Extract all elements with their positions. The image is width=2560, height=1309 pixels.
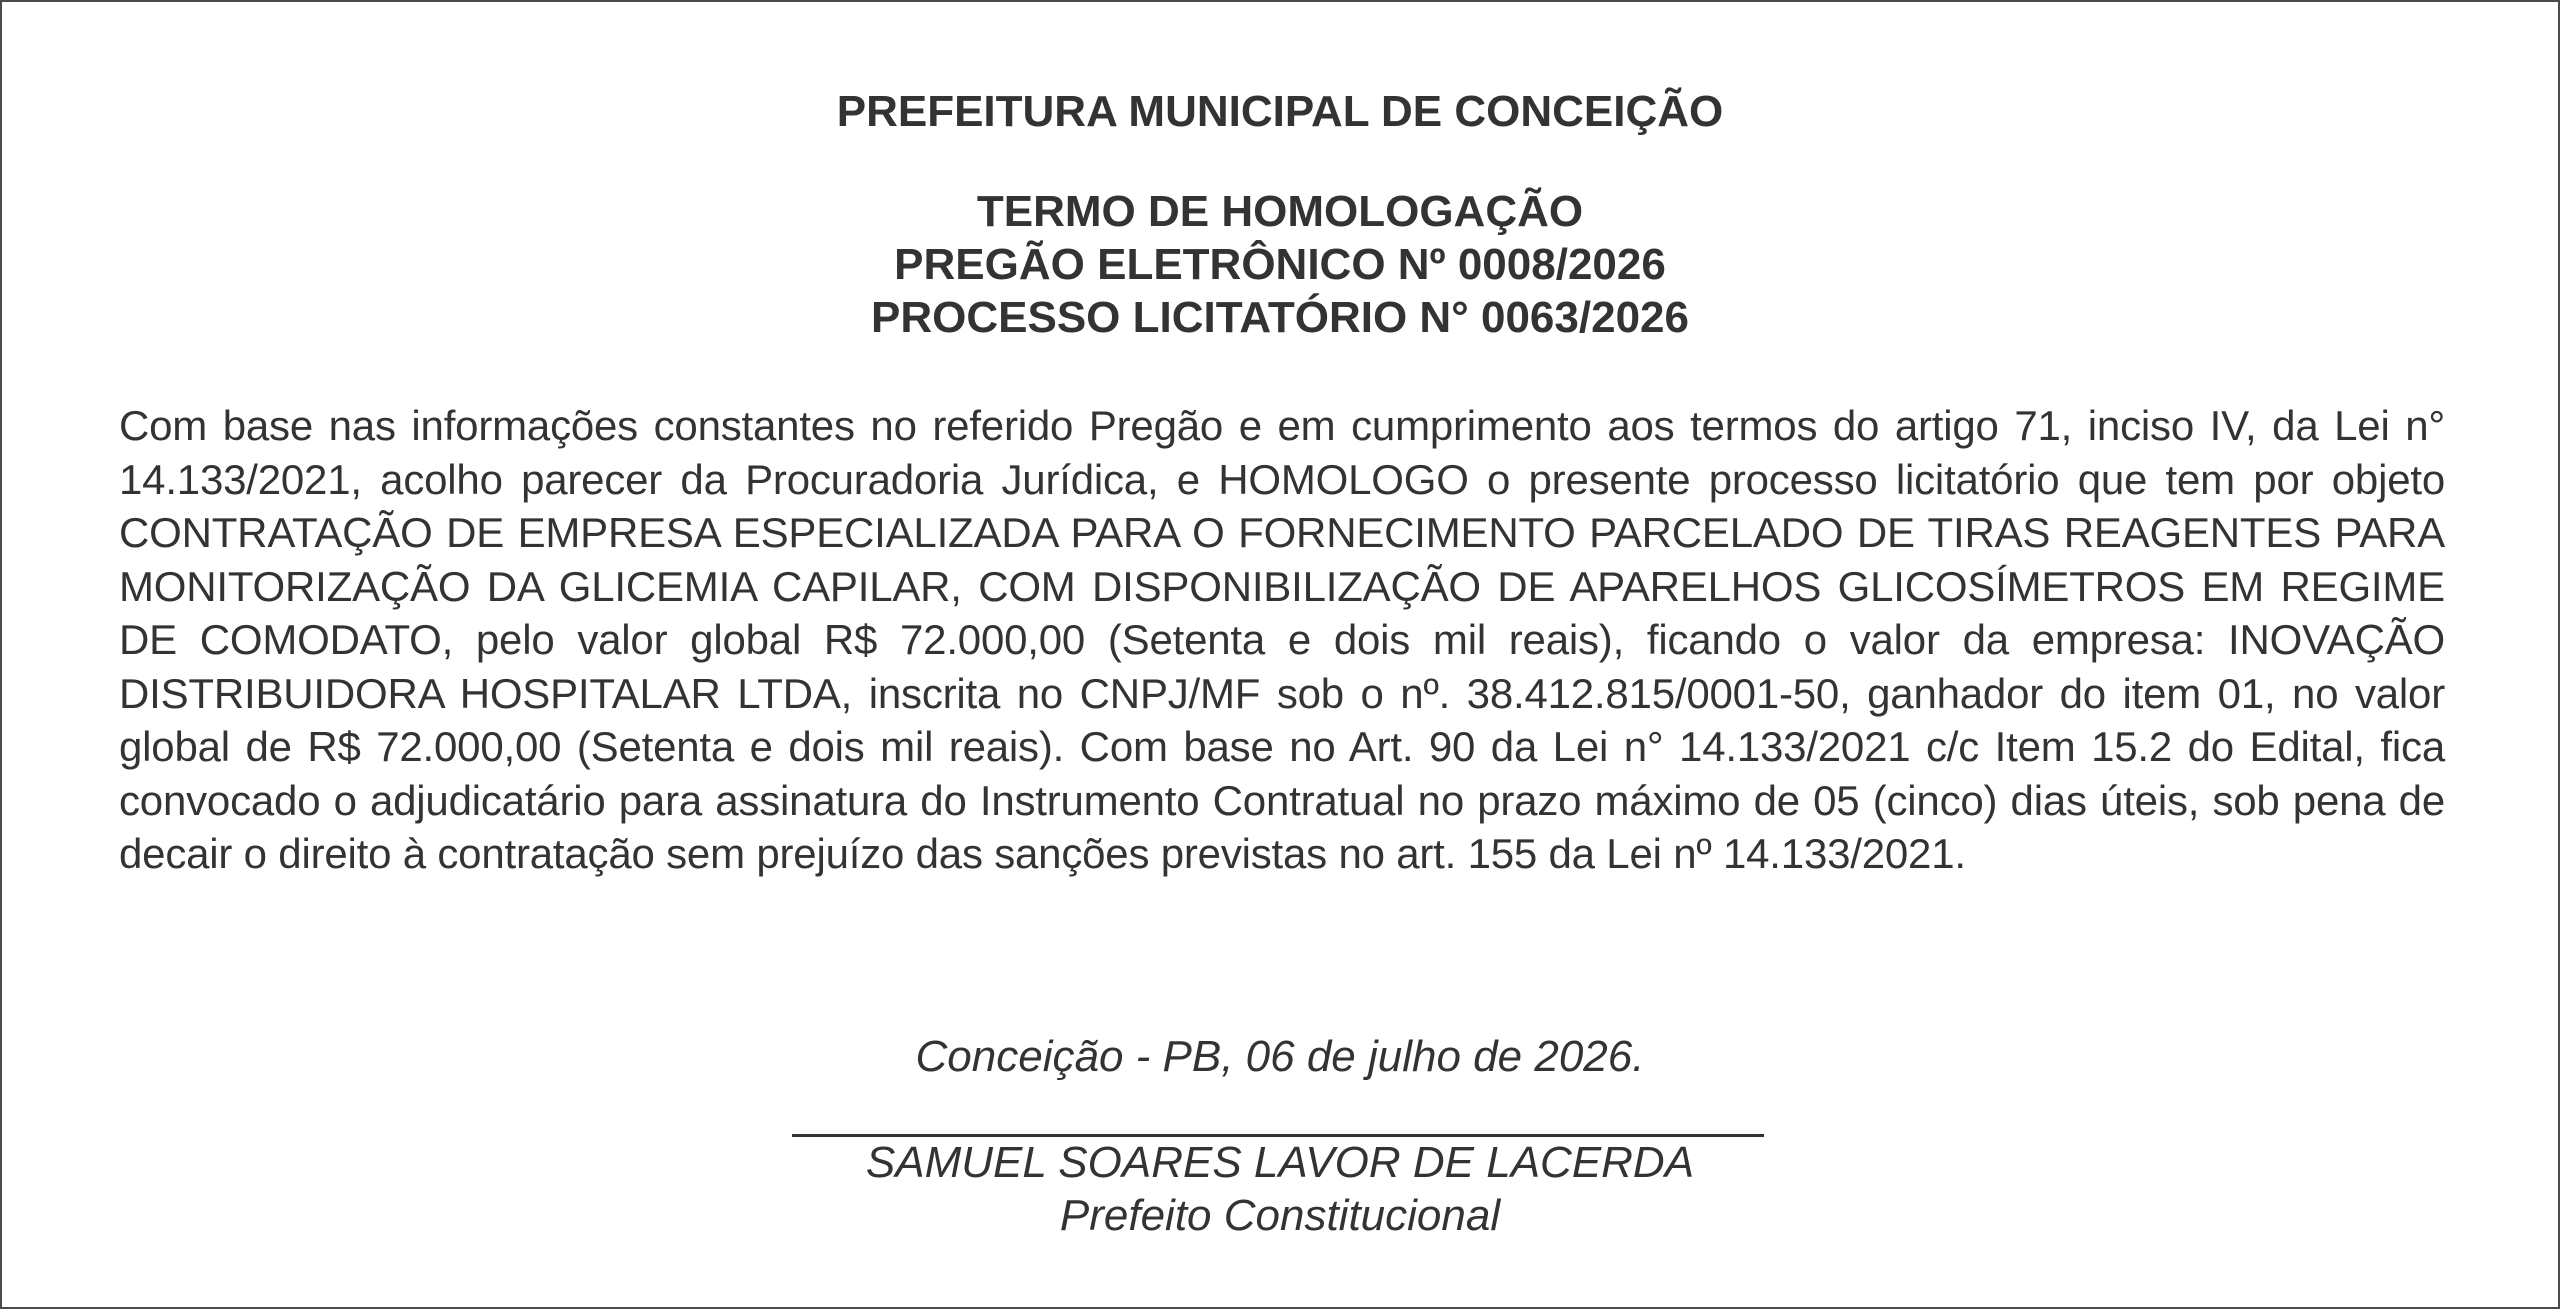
signer-role: Prefeito Constitucional [1059,1191,1501,1240]
processo-number: PROCESSO LICITATÓRIO N° 0063/2026 [871,293,1689,342]
document-titles [2,185,2558,344]
signer-block [2,1136,2558,1242]
signer-name: SAMUEL SOARES LAVOR DE LACERDA [865,1138,1695,1187]
body-paragraph: Com base nas informações constantes no referido Pregão e em cumprimento aos termos do artigo 71, inciso IV, da Lei n° 14.133/2021, acolho parecer da Procuradoria Jurídica, e HOMOLOGO o presente processo licitatório que tem por objeto CONTRATAÇÃO DE EMPRESA ESPECIALIZADA PARA O FORNECIMENTO PARCELADO DE TIRAS REAGENTES PARA MONITORIZAÇÃO DA GLICEMIA CAPILAR, COM DISPONIBILIZAÇÃO DE APARELHOS GLICOSÍMETROS EM REGIME DE COMODATO, pelo valor global R$ 72.000,00 (Setenta e dois mil reais), ficando o valor da empresa: INOVAÇÃO DISTRIBUIDORA HOSPITALAR LTDA, inscrita no CNPJ/MF sob o nº. 38.412.815/0001-50, ganhador do item 01, no valor global de R$ 72.000,00 (Setenta e dois mil reais). Com base no Art. 90 da Lei n° 14.133/2021 c/c Item 15.2 do Edital, fica convocado o adjudicatário para assinatura do Instrumento Contratual no prazo máximo de 05 (cinco) dias úteis, sob pena de decair o direito à contratação sem prejuízo das sanções previstas no art. 155 da Lei nº 14.133/2021. [119,402,2445,877]
pregao-number: PREGÃO ELETRÔNICO Nº 0008/2026 [894,240,1666,289]
institution-heading: PREFEITURA MUNICIPAL DE CONCEIÇÃO [836,87,1724,136]
document-title: TERMO DE HOMOLOGAÇÃO [976,187,1584,236]
place-date: Conceição - PB, 06 de julho de 2026. [915,1032,1645,1081]
